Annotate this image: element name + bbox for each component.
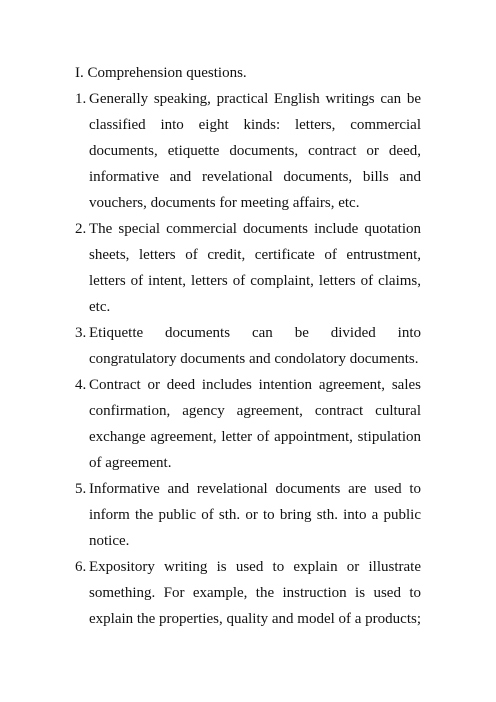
list-item (75, 476, 421, 554)
item-text: Contract or deed includes intention agreement, sales confirmation, agency agreement, contract cultural exchange agreement, letter of appointment, stipulation of agreement. (89, 377, 421, 471)
item-number: 5. (75, 481, 87, 497)
item-number: 4. (75, 377, 87, 393)
item-text: The special commercial documents include quotation sheets, letters of credit, certificate of entrustment, letters of intent, letters of complaint, letters of claims, etc. (89, 221, 421, 315)
list-item (75, 320, 421, 372)
item-text: Etiquette documents can be divided into congratulatory documents and condolatory documents. (89, 325, 421, 367)
item-text: Expository writing is used to explain or illustrate something. For example, the instruction is used to explain the properties, quality and model of a products; (89, 559, 421, 627)
section-heading: I. Comprehension questions. (75, 65, 247, 81)
list-item (75, 216, 421, 320)
item-number: 6. (75, 559, 87, 575)
item-number: 1. (75, 91, 87, 107)
item-text: Informative and revelational documents are used to inform the public of sth. or to bring sth. into a public notice. (89, 481, 421, 549)
list-item (75, 372, 421, 476)
list-item (75, 86, 421, 216)
item-text: Generally speaking, practical English writings can be classified into eight kinds: letters, commercial documents, etiquette documents, contract or deed, informative and revelational documents, bills and vouchers, documents for meeting affairs, etc. (89, 91, 421, 211)
list-item (75, 554, 421, 632)
item-number: 2. (75, 221, 87, 237)
item-number: 3. (75, 325, 87, 341)
